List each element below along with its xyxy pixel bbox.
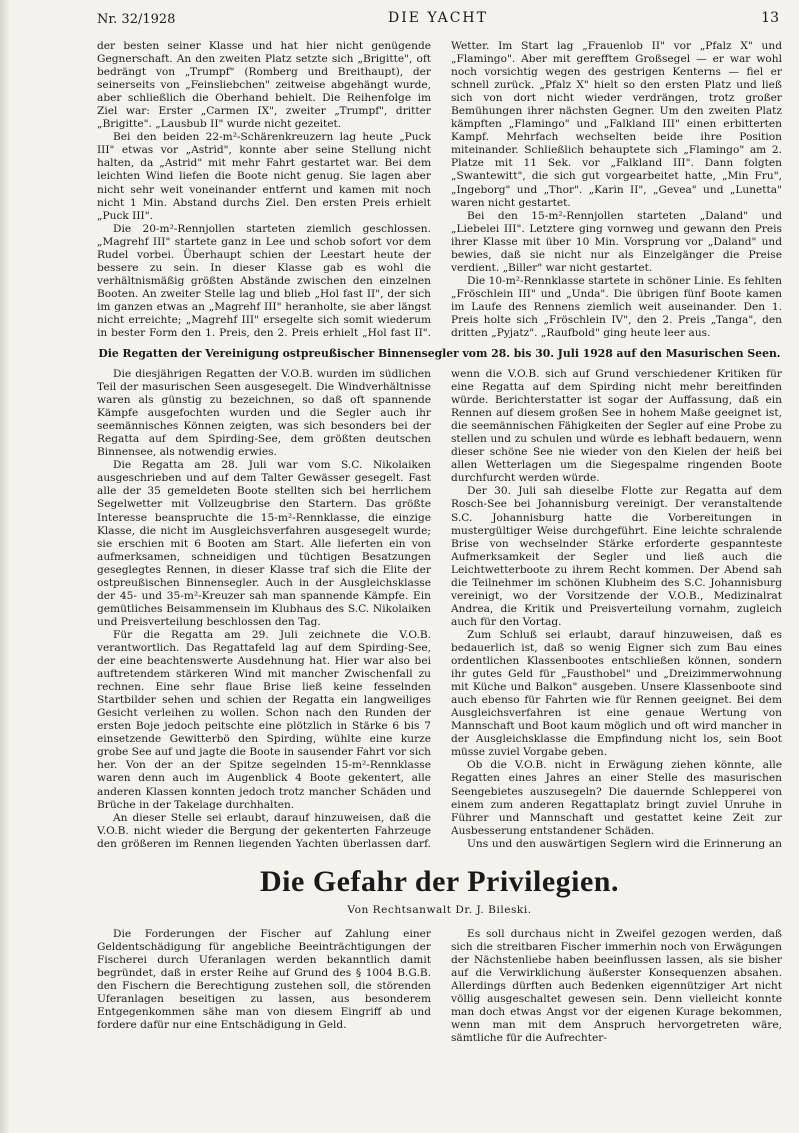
paragraph: Für die Regatta am 29. Juli zeichnete die V.O.B. verantwortlich. Das Regattafeld lag auf dem Spirding-See, der eine beachtenswerte Ausdehnung hat. Hier war also bei auftretendem stärkeren Wind mit mancher Zwischenfall zu rechnen. Eine sehr flaue Brise ließ keine fesselnden Startbilder sehen und schien der Regatta ein langweiliges Gesicht verleihen zu wollen. Schon nach den Runden der ersten Boje jedoch peitschte eine plötzlich in Stärke 6 bis 7 einsetzende Gewitterbö den Spirding, wühlte eine kurze grobe See auf und jagte die Boote in sausender Fahrt vor sich her. Von der an der Spitze segelnden 15-m²-Rennklasse waren denn auch im Augenblick 4 Boote gekentert, alle anderen Klassen konnten jedoch trotz mancher Schäden und Brüche in der Takelage durchhalten.	[97, 628, 431, 811]
regatta-right-column	[451, 368, 782, 850]
report-left-column	[97, 40, 431, 338]
paragraph: Die 20-m²-Rennjollen starteten ziemlich geschlossen. „Magrehf III" startete ganz in Lee und schob sofort vor dem Rudel vorbei. Überhaupt schien der Leestart heute der bessere zu sein. In dieser Klasse gab es wohl die verhältnismäßig größten Abstände zwischen den einzelnen Booten. An zweiter Stelle lag und blieb „Hol fast II", der sich im ganzen etwas an „Magrehf III" heranholte, sie aber längst nicht erreichte; „Magrehf III" ersegelte sich somit wiederum in bester Form den 1. Preis, den 2. Preis erhielt „Hol fast II".	[97, 222, 431, 338]
paragraph: Ob die V.O.B. nicht in Erwägung ziehen könnte, alle Regatten eines Jahres an einer Stelle des masurischen Seengebietes auszusegeln? Die dauernde Schlepperei von einem zum anderen Regattaplatz bringt zuviel Unruhe in Führer und Mannschaft und gestattet keine Zeit zur Ausbesserung entstandener Schäden.	[451, 759, 782, 837]
page-header	[97, 8, 779, 30]
paragraph: Bei den beiden 22-m²-Schärenkreuzern lag heute „Puck III" etwas vor „Astrid", konnte aber seine Stellung nicht halten, da „Astrid" mit mehr Fahrt gestartet war. Bei dem leichten Wind liefen die Boote nicht genug. Sie lagen aber nicht sehr weit voneinander entfernt und kamen mit noch nicht 1 Min. Abstand durchs Ziel. Den ersten Preis erhielt „Puck III".	[97, 131, 431, 222]
article-title: Die Gefahr der Privilegien.	[260, 865, 619, 898]
regatta-left-column	[97, 368, 431, 850]
page-number: 13	[761, 10, 779, 26]
paragraph: Die Regatta am 28. Juli war vom S.C. Nikolaiken ausgeschrieben und auf dem Talter Gewässer gesegelt. Fast alle der 35 gemeldeten Boote stellten sich bei herrlichem Segelwetter mit Vollzeugbrise den Startern. Das größte Interesse beanspruchte die 15-m²-Rennklasse, die einzige Klasse, die nicht im Ausgleichsverfahren ausgesegelt wurde; sie erschien mit 6 Booten am Start. Alle lieferten ein von aufmerksamen, schneidigen und tüchtigen Besatzungen geseglegtes Rennen, in dieser Klasse traf sich die Elite der ostpreußischen Binnensegler. Auch in der Ausgleichsklasse der 45- und 35-m²-Kreuzer sah man spannende Kämpfe. Ein gemütliches Beisammensein im Klubhaus des S.C. Nikolaiken und Preisverteilung beschlossen den Tag.	[97, 459, 431, 628]
paragraph: An dieser Stelle sei erlaubt, darauf hinzuweisen, daß die V.O.B. nicht wieder die Bergung der gekenterten Fahrzeuge den größeren im Rennen liegenden Yachten überlassen darf.	[97, 811, 431, 850]
paragraph: Die Forderungen der Fischer auf Zahlung einer Geldentschädigung für angebliche Beeinträchtigungen der Fischerei durch Uferanlagen werden bekanntlich damit begründet, daß in erster Reihe auf Grund des § 1004 B.G.B. den Fischern die Berechtigung zustehen soll, die störenden Uferanlagen beseitigen zu lassen, aus besonderem Entgegenkommen sähe man von diesem Eingriff ab und fordere dafür nur eine Entschädigung in Geld.	[97, 928, 431, 1032]
paragraph: Die diesjährigen Regatten der V.O.B. wurden im südlichen Teil der masurischen Seen ausgesegelt. Die Windverhältnisse waren als günstig zu bezeichnen, so daß oft spannende Kämpfe ausgefochten wurden und die Segler auch ihr seemännisches Können zeigten, was sich besonders bei der Regatta auf dem Spirding-See, dem größten deutschen Binnensee, als notwendig erwies.	[97, 368, 431, 459]
article-right-column	[451, 928, 782, 1128]
report-right-column	[451, 40, 782, 338]
issue-number: Nr. 32/1928	[97, 12, 176, 27]
scan-edge	[0, 0, 10, 1133]
magazine-title: DIE YACHT	[388, 10, 488, 26]
paragraph: Die 10-m²-Rennklasse startete in schöner Linie. Es fehlten „Fröschlein III" und „Unda". Die übrigen fünf Boote kamen im Laufe des Rennens ziemlich weit auseinander. Den 1. Preis holte sich „Fröschlein IV", den 2. Preis „Tanga", den dritten „Pyjatz". „Raufbold" ging heute leer aus.	[451, 274, 782, 338]
article-byline: Von Rechtsanwalt Dr. J. Bileski.	[347, 904, 532, 916]
paragraph: der besten seiner Klasse und hat hier nicht genügende Gegnerschaft. An den zweiten Platz setzte sich „Brigitte", oft bedrängt von „Trumpf" (Romberg und Breithaupt), der seinerseits von „Feinsliebchen" zeitweise abgehängt wurde, aber schließlich die Oberhand behielt. Die Reihenfolge im Ziel war: Erster „Carmen IX", zweiter „Trumpf", dritter „Brigitte". „Lausbub II" wurde nicht gezeitet.	[97, 40, 431, 131]
paragraph: Zum Schluß sei erlaubt, darauf hinzuweisen, daß es bedauerlich ist, daß so wenig Eigner sich zum Bau eines ordentlichen Klassenbootes entschließen können, sondern ihr gutes Geld für „Fausthobel" und „Dreizimmerwohnung mit Küche und Balkon" ausgeben. Unsere Klassenboote sind auch ebenso für Fahrten wie für Rennen geeignet. Bei dem Ausgleichsverfahren ist eine genaue Wertung von Mannschaft und Boot kaum möglich und oft wird mancher in der Ausgleichsklasse die Empfindung nicht los, sein Boot müsse zuviel Vorgabe geben.	[451, 628, 782, 759]
paragraph: Der 30. Juli sah dieselbe Flotte zur Regatta auf dem Rosch-See bei Johannisburg vereinigt. Der veranstaltende S.C. Johannisburg hatte die Vorbereitungen in mustergültiger Weise durchgeführt. Eine leichte schralende Brise von wechselnder Stärke erforderte gespannteste Aufmerksamkeit der Segler und ließ auch die Leichtwetterboote zu ihrem Recht kommen. Der Abend sah die Teilnehmer im schönen Klubheim des S.C. Johannisburg vereinigt, wo der Vorsitzende der V.O.B., Medizinalrat Andrea, die Kritik und Preisverteilung vornahm, zugleich auch für den Vortag.	[451, 485, 782, 628]
paragraph: wenn die V.O.B. sich auf Grund verschiedener Kritiken für eine Regatta auf dem Spirding nicht mehr bereitfinden würde. Berichterstatter ist sogar der Auffassung, daß ein Rennen auf diesem großen See in hohem Maße geeignet ist, die seemännischen Fähigkeiten der Segler auf eine Probe zu stellen und zu schulen und würde es lebhaft bedauern, wenn dieser schöne See nie wieder von den Kielen der heiß bei allen Wetterlagen um die Siegespalme ringenden Boote durchfurcht werden würde.	[451, 368, 782, 485]
paragraph: Wetter. Im Start lag „Frauenlob II" vor „Pfalz X" und „Flamingo". Aber mit gerefftem Großsegel — er war wohl noch vorsichtig wegen des gestrigen Kenterns — fiel er schnell zurück. „Pfalz X" hielt so den ersten Platz und ließ sich von dort nicht wieder verdrängen, trotz großer Bemühungen ihrer nächsten Gegner. Um den zweiten Platz kämpften „Flamingo" und „Falkland III" einen erbitterten Kampf. Mehrfach wechselten beide ihre Position miteinander. Schließlich behauptete sich „Flamingo" am 2. Platze mit 11 Sek. vor „Falkland III". Dann folgten „Swantewitt", die sich gut vorgearbeitet hatte, „Min Fru", „Ingeborg" und „Thor". „Karin II", „Gevea" und „Lunetta" waren nicht gestartet.	[451, 40, 782, 209]
paragraph: Bei den 15-m²-Rennjollen starteten „Daland" und „Liebelei III". Letztere ging vornweg und gewann den Preis ihrer Klasse mit über 10 Min. Vorsprung vor „Daland" und bewies, daß sie nicht nur als Einzelgänger die Preise verdient. „Biller" war nicht gestartet.	[451, 209, 782, 274]
regatta-heading: Die Regatten der Vereinigung ostpreußischer Binnensegler vom 28. bis 30. Juli 1928 auf den Masurischen Seen.	[98, 347, 781, 360]
paragraph: Uns und den auswärtigen Seglern wird die Erinnerung an	[467, 837, 782, 850]
article-left-column	[97, 928, 431, 1128]
paragraph: Es soll durchaus nicht in Zweifel gezogen werden, daß sich die streitbaren Fischer immerhin noch von Erwägungen der Nächstenliebe haben beeinflussen lassen, als sie bisher auf die Verwirklichung äußerster Konsequenzen absahen. Allerdings dürften auch Bedenken eigennütziger Art nicht völlig ausgeschaltet gewesen sein. Denn vielleicht konnte man doch etwas Angst vor der eigenen Kurage bekommen, wenn man mit dem Anspruch hervorgetreten wäre, sämtliche für die Aufrechter-	[451, 928, 782, 1045]
